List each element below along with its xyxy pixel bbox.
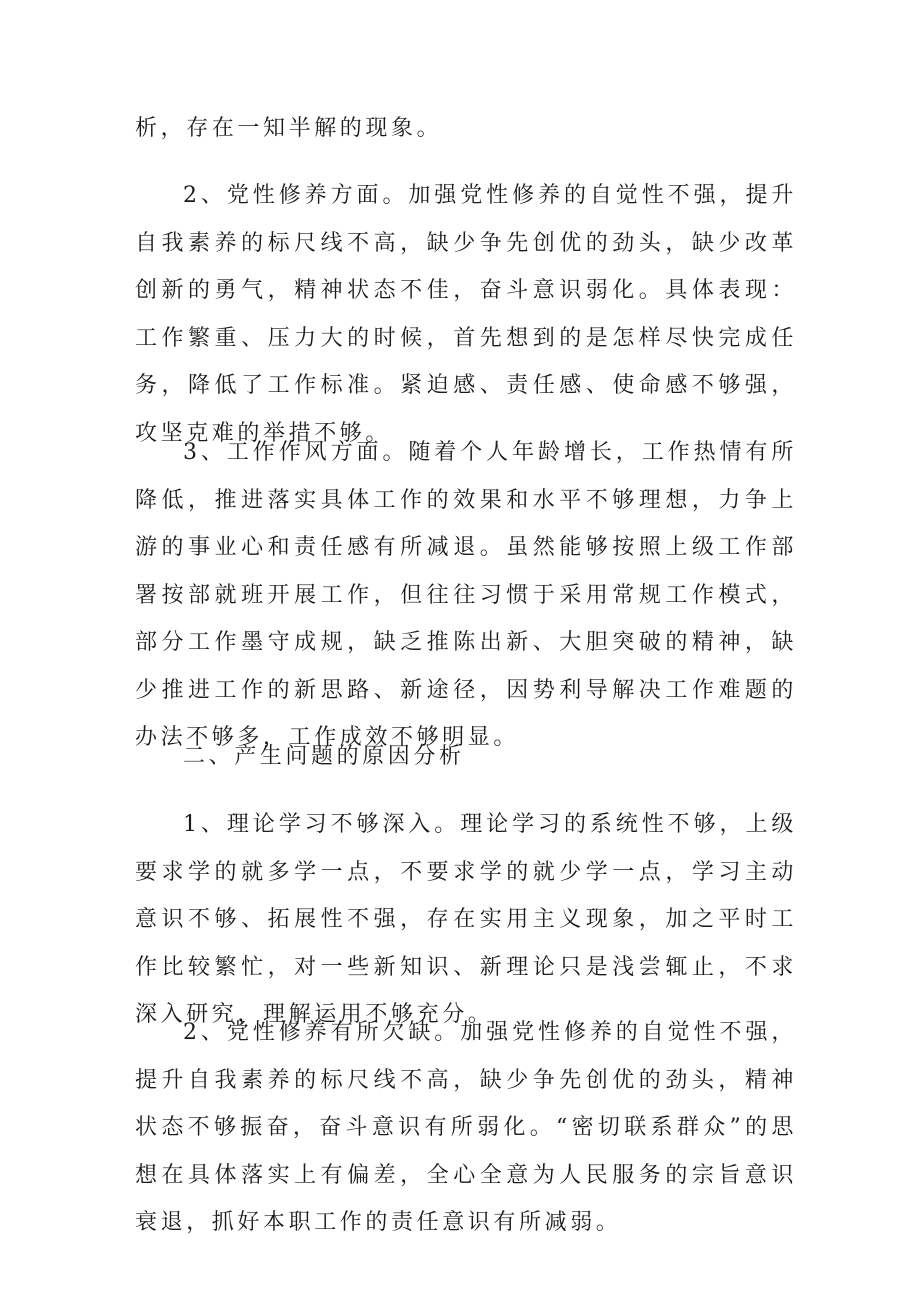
paragraph-party-cultivation: 2、党性修养有所欠缺。加强党性修养的自觉性不强，提升自我素养的标尺线不高，缺少争先创优的劲头，精神状态不够振奋，奋斗意识有所弱化。“密切联系群众”的思想在具体落实上有偏差，全心全意为人民服务的宗旨意识衰退，抓好本职工作的责任意识有所减弱。 [135,1020,797,1235]
paragraph-continuation: 析，存在一知半解的现象。 [135,116,443,141]
paragraph-theory-study: 1、理论学习不够深入。理论学习的系统性不够，上级要求学的就多学一点，不要求学的就少学一点，学习主动意识不够、拓展性不强，存在实用主义现象，加之平时工作比较繁忙，对一些新知识、新理论只是浅尝辄止，不求深入研究，理解运用不够充分。 [135,812,797,1027]
section-heading: 二、产生问题的原因分析 [183,744,465,769]
paragraph-work-style: 3、工作作风方面。随着个人年龄增长，工作热情有所降低，推进落实具体工作的效果和水平不够理想，力争上游的事业心和责任感有所减退。虽然能够按照上级工作部署按部就班开展工作，但往往习惯于采用常规工作模式，部分工作墨守成规，缺乏推陈出新、大胆突破的精神，缺少推进工作的新思路、新途径，因势利导解决工作难题的办法不够多，工作成效不够明显。 [135,440,797,750]
paragraph-party-spirit: 2、党性修养方面。加强党性修养的自觉性不强，提升自我素养的标尺线不高，缺少争先创优的劲头，缺少改革创新的勇气，精神状态不佳，奋斗意识弱化。具体表现：工作繁重、压力大的时候，首先想到的是怎样尽快完成任务，降低了工作标准。紧迫感、责任感、使命感不够强，攻坚克难的举措不够。 [135,183,797,446]
